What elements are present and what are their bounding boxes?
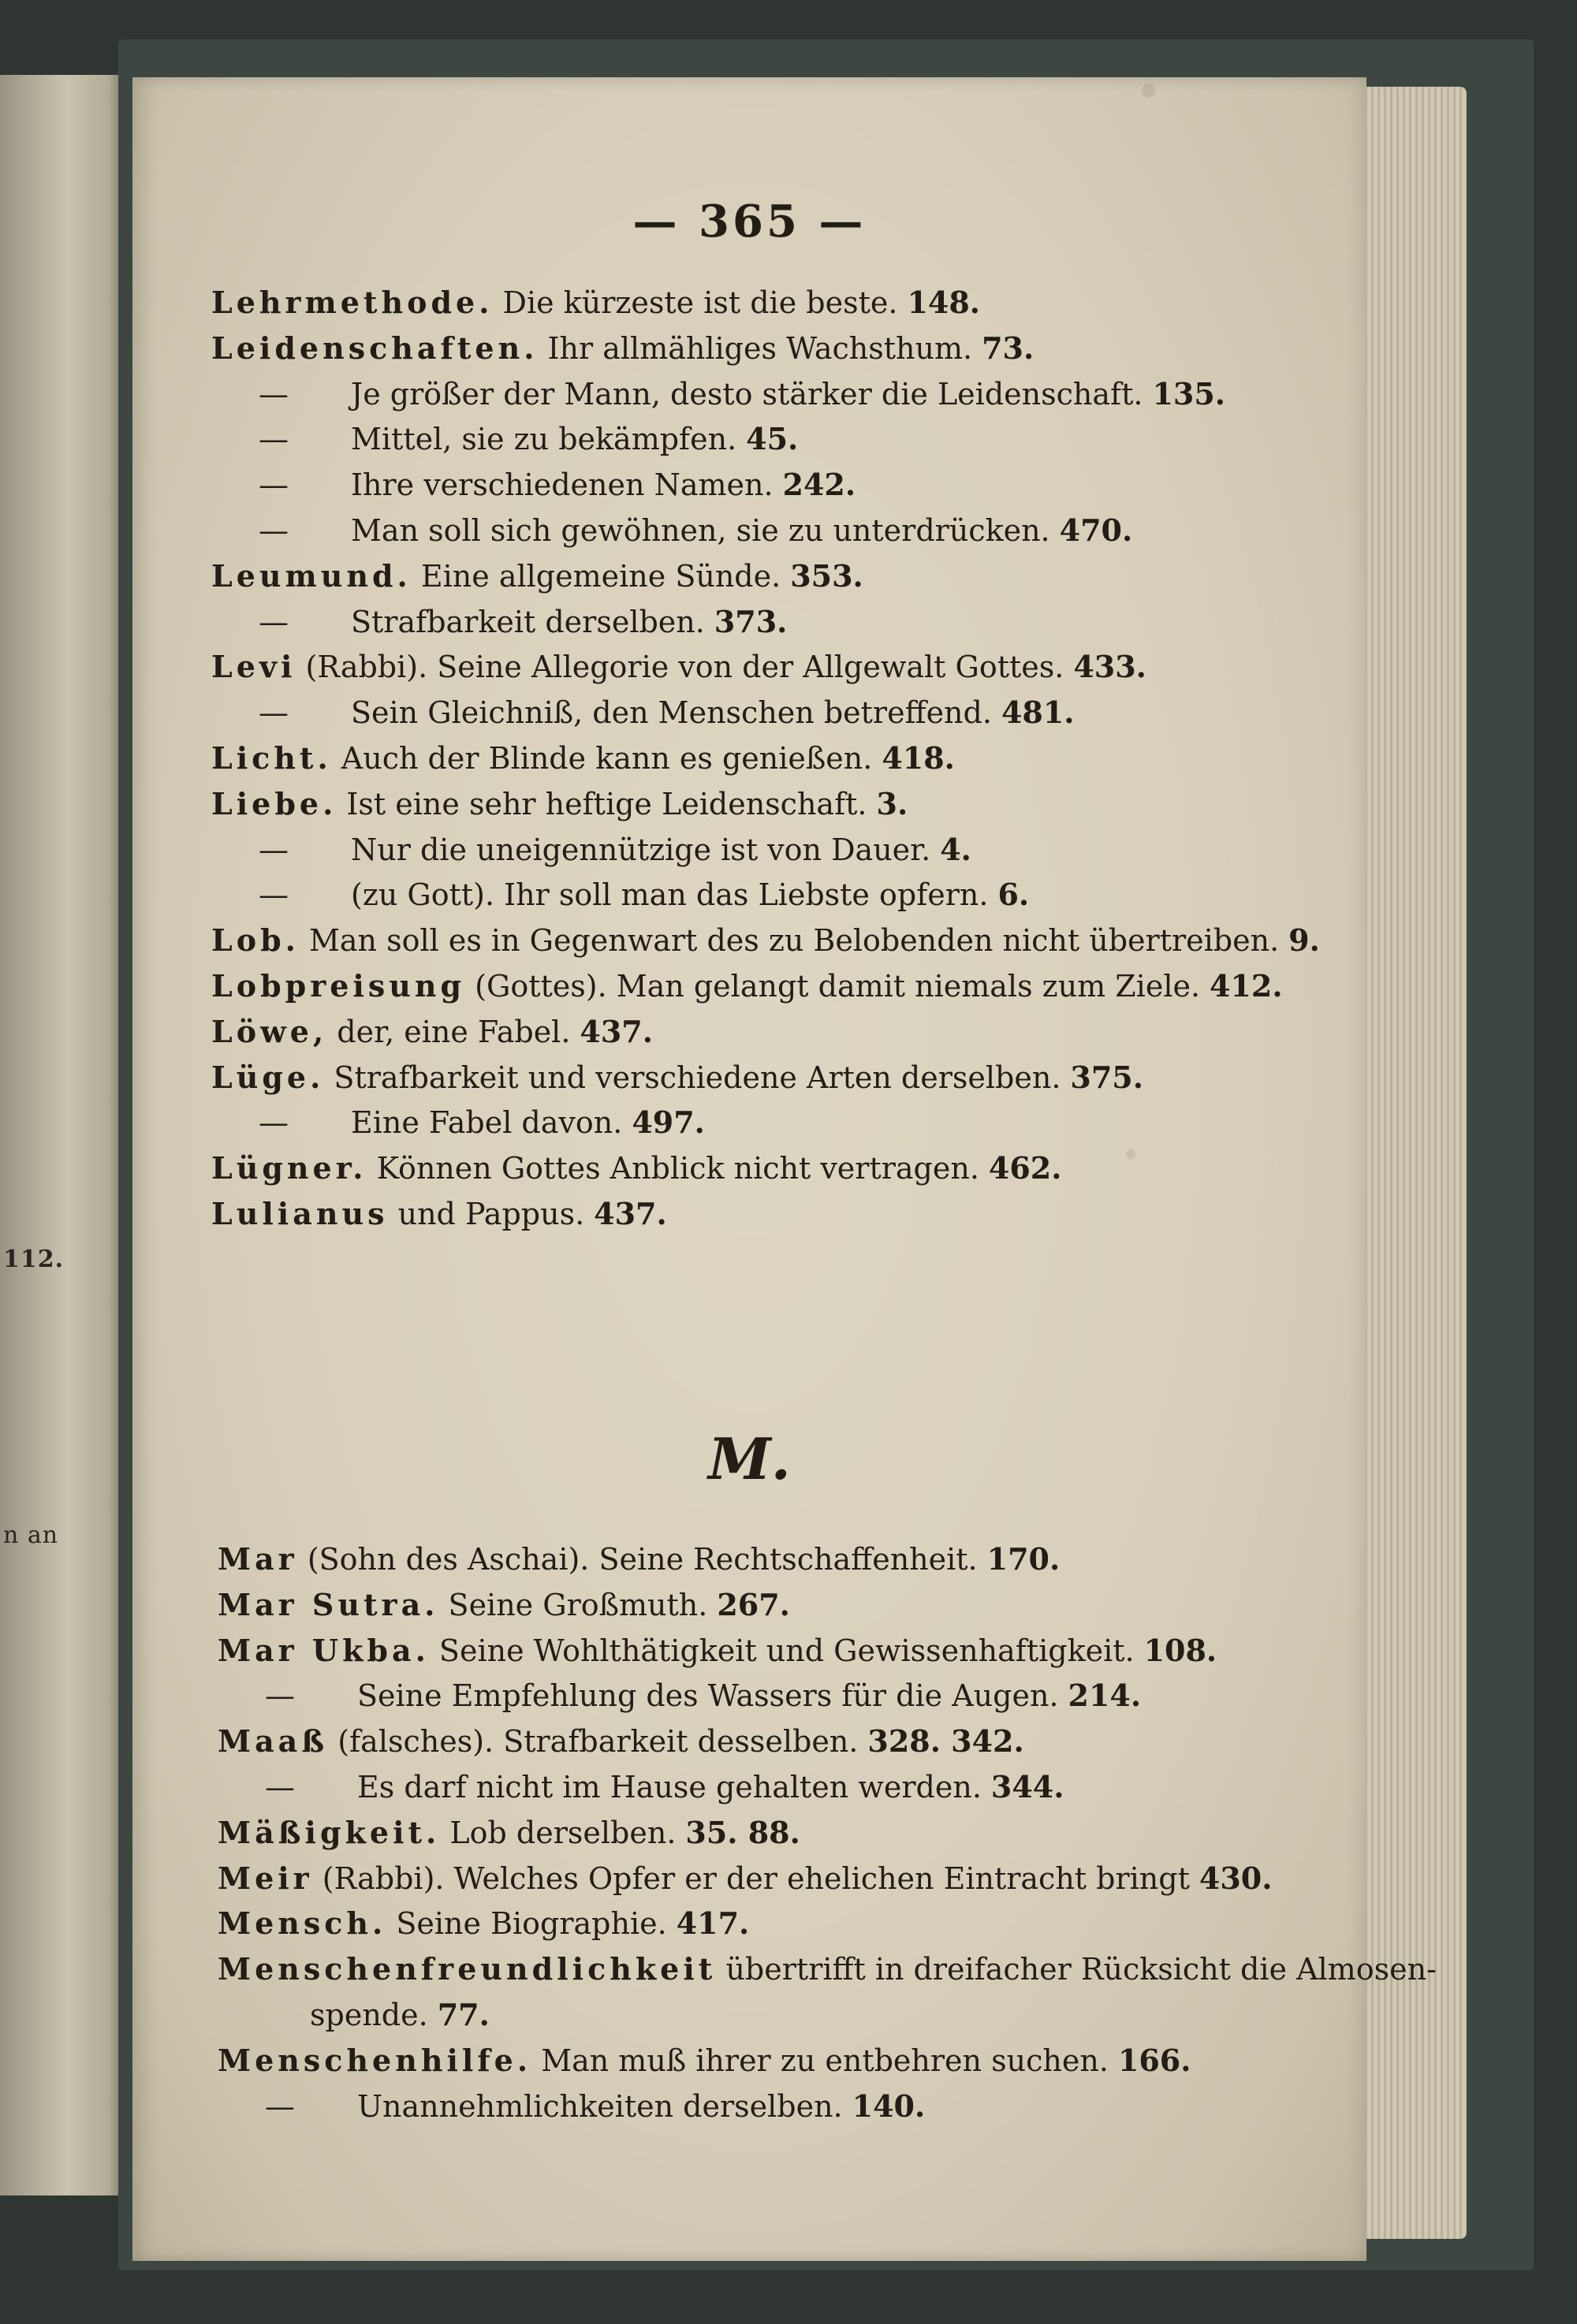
index-entry: — Sein Gleichniß, den Menschen betreffend. 481. — [259, 695, 1075, 731]
stain — [1142, 84, 1156, 98]
index-entry: Meir (Rabbi). Welches Opfer er der ehelichen Eintracht bringt 430. — [218, 1860, 1273, 1896]
left-page-fragment-number: 112. — [3, 1246, 65, 1273]
left-page-fragment-text: n an — [3, 1521, 59, 1549]
index-entry: Lob. Man soll es in Gegenwart des zu Belobenden nicht übertreiben. 9. — [211, 922, 1320, 959]
index-entry: Mar Sutra. Seine Großmuth. 267. — [218, 1586, 790, 1622]
index-entry: — Je größer der Mann, desto stärker die Leidenschaft. 135. — [259, 375, 1226, 412]
page-number: — 365 — — [632, 196, 867, 248]
index-entry: Maaß (falsches). Strafbarkeit desselben. 328. 342. — [218, 1723, 1024, 1760]
index-entry: Levi (Rabbi). Seine Allegorie von der Allgewalt Gottes. 433. — [211, 649, 1146, 685]
index-entry: Mensch. Seine Biographie. 417. — [218, 1905, 750, 1942]
index-entry: Leidenschaften. Ihr allmähliges Wachsthum. 73. — [211, 330, 1035, 366]
index-entry: — Strafbarkeit derselben. 373. — [259, 603, 788, 639]
index-entry: Licht. Auch der Blinde kann es genießen. 418. — [211, 739, 955, 776]
index-entry: Mäßigkeit. Lob derselben. 35. 88. — [218, 1814, 800, 1850]
index-entry: Liebe. Ist eine sehr heftige Leidenschaft. 3. — [211, 785, 908, 821]
section-heading: M. — [708, 1425, 791, 1492]
index-entry: Menschenhilfe. Man muß ihrer zu entbehren suchen. 166. — [218, 2042, 1191, 2078]
index-entry: — Eine Fabel davon. 497. — [259, 1104, 705, 1141]
index-entry: Lehrmethode. Die kürzeste ist die beste. 148. — [211, 285, 980, 320]
book-page — [132, 77, 1437, 2261]
index-entries-l — [211, 280, 1355, 1237]
index-entries-m — [218, 1536, 1437, 2128]
index-entry: — (zu Gott). Ihr soll man das Liebste opfern. 6. — [259, 877, 1030, 913]
index-entry: — Ihre verschiedenen Namen. 242. — [259, 467, 856, 503]
index-entry: — Seine Empfehlung des Wassers für die Augen. 214. — [265, 1678, 1142, 1714]
index-entry: Lobpreisung (Gottes). Man gelangt damit niemals zum Ziele. 412. — [211, 967, 1283, 1004]
index-entry: Menschenfreundlichkeit übertrifft in dreifacher Rücksicht die Almosen- — [218, 1951, 1437, 1987]
index-entry: — Es darf nicht im Hause gehalten werden. 344. — [265, 1768, 1064, 1804]
index-entry: Lulianus und Pappus. 437. — [211, 1195, 667, 1231]
index-entry: Leumund. Eine allgemeine Sünde. 353. — [211, 557, 863, 594]
index-entry: Löwe, der, eine Fabel. 437. — [211, 1013, 653, 1049]
index-entry: — Man soll sich gewöhnen, sie zu unterdrücken. 470. — [259, 512, 1133, 548]
index-entry: — Nur die uneigennützige ist von Dauer. 4. — [259, 831, 971, 867]
index-entry: — Unannehmlichkeiten derselben. 140. — [265, 2088, 926, 2124]
index-entry: Mar (Sohn des Aschai). Seine Rechtschaffenheit. 170. — [218, 1541, 1061, 1577]
index-entry: Mar Ukba. Seine Wohlthätigkeit und Gewissenhaftigkeit. 108. — [218, 1632, 1217, 1668]
index-entry-continuation: spende. 77. — [310, 1996, 490, 2032]
index-entry: Lügner. Können Gottes Anblick nicht vertragen. 462. — [211, 1150, 1062, 1186]
left-page — [0, 75, 125, 2196]
index-entry: — Mittel, sie zu bekämpfen. 45. — [259, 421, 799, 457]
index-entry: Lüge. Strafbarkeit und verschiedene Arten derselben. 375. — [211, 1059, 1143, 1095]
